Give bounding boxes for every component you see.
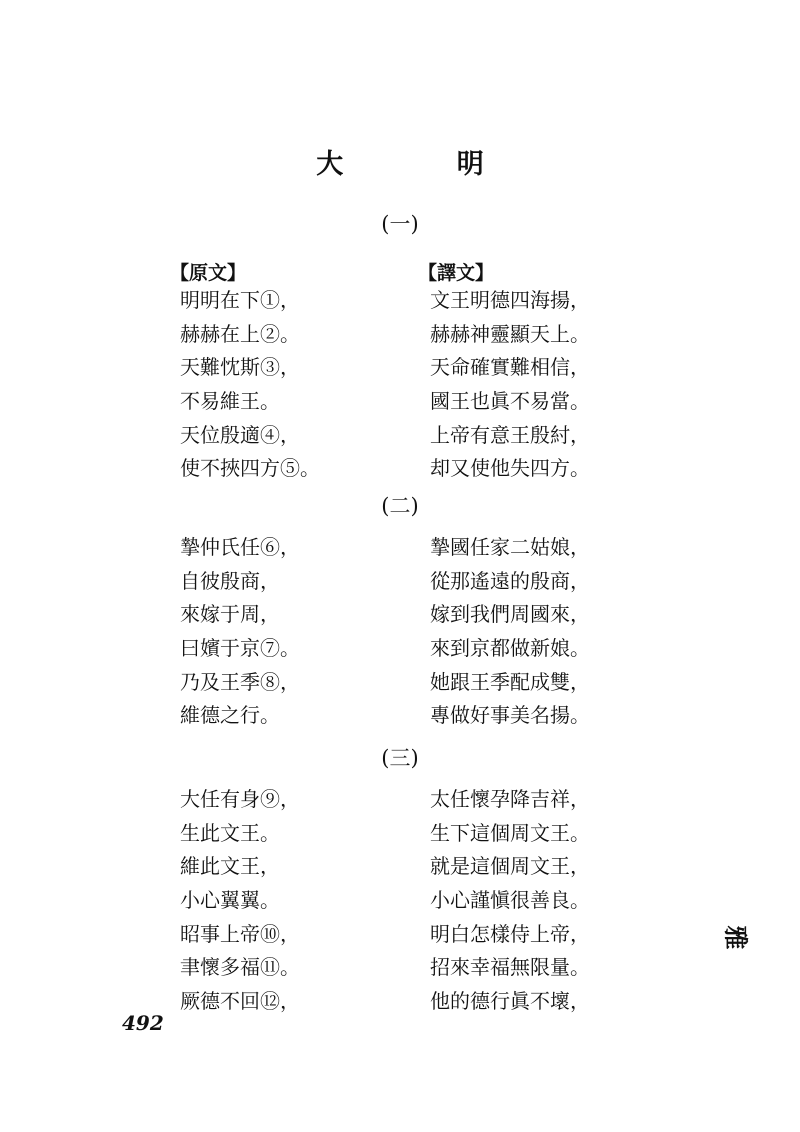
translation-line: 赫赫神靈顯天上。 [430, 321, 590, 346]
original-line: 來嫁于周， [180, 602, 280, 627]
section-label-1: (一) [381, 212, 419, 236]
original-line: 不易維王。 [180, 389, 280, 414]
original-line: 維德之行。 [180, 703, 280, 728]
translation-line: 小心謹愼很善良。 [430, 888, 590, 913]
translation-line: 摯國任家二姑娘， [430, 535, 590, 559]
original-line: 大任有身⑨， [180, 787, 300, 811]
original-line: 赫赫在上②。 [180, 321, 300, 346]
poem-title: 大 明 [316, 149, 536, 180]
original-line: 明明在下①， [180, 288, 300, 312]
section-3-original [180, 783, 380, 1019]
original-line: 天位殷適④， [180, 422, 300, 447]
translation-line: 上帝有意王殷紂， [430, 422, 590, 447]
translation-line: 從那遙遠的殷商， [430, 568, 590, 593]
original-line: 摯仲氏任⑥， [180, 535, 300, 559]
translation-line: 天命確實難相信， [430, 355, 590, 380]
translation-header: 【譯文】 [418, 262, 495, 284]
original-line: 曰嬪于京⑦。 [180, 636, 300, 661]
original-header: 【原文】 [170, 262, 247, 284]
section-1-original [180, 284, 380, 486]
original-line: 自彼殷商， [180, 568, 280, 593]
section-1-translation [430, 284, 630, 486]
page-number: 492 [122, 1011, 164, 1035]
translation-line: 國王也眞不易當。 [430, 389, 590, 414]
section-label-3: (三) [381, 746, 419, 770]
original-line: 天難忱斯③， [180, 355, 300, 380]
translation-line: 就是這個周文王， [430, 854, 590, 879]
original-line: 昭事上帝⑩， [180, 921, 300, 946]
original-line: 使不挾四方⑤。 [180, 456, 320, 481]
original-line: 小心翼翼。 [180, 888, 280, 913]
section-label-2: (二) [381, 494, 419, 518]
original-line: 維此文王， [180, 854, 280, 879]
translation-line: 專做好事美名揚。 [430, 703, 590, 728]
side-margin-character: 雅 [721, 925, 751, 950]
translation-line: 她跟王季配成雙， [430, 669, 590, 694]
translation-line: 却又使他失四方。 [430, 456, 590, 481]
original-line: 生此文王。 [180, 820, 280, 845]
translation-line: 生下這個周文王。 [430, 820, 590, 845]
translation-line: 他的德行眞不壞， [430, 989, 590, 1014]
section-3-translation [430, 783, 630, 1019]
original-line: 厥德不回⑫， [180, 989, 300, 1014]
section-2-original [180, 531, 380, 733]
original-line: 聿懷多福⑪。 [180, 955, 300, 980]
translation-line: 招來幸福無限量。 [430, 955, 590, 980]
translation-line: 嫁到我們周國來， [430, 602, 590, 627]
translation-line: 明白怎樣侍上帝， [430, 921, 590, 946]
translation-line: 文王明德四海揚， [430, 288, 590, 312]
original-line: 乃及王季⑧， [180, 669, 300, 694]
section-2-translation [430, 531, 630, 733]
translation-line: 來到京都做新娘。 [430, 636, 590, 661]
translation-line: 太任懷孕降吉祥， [430, 787, 590, 811]
